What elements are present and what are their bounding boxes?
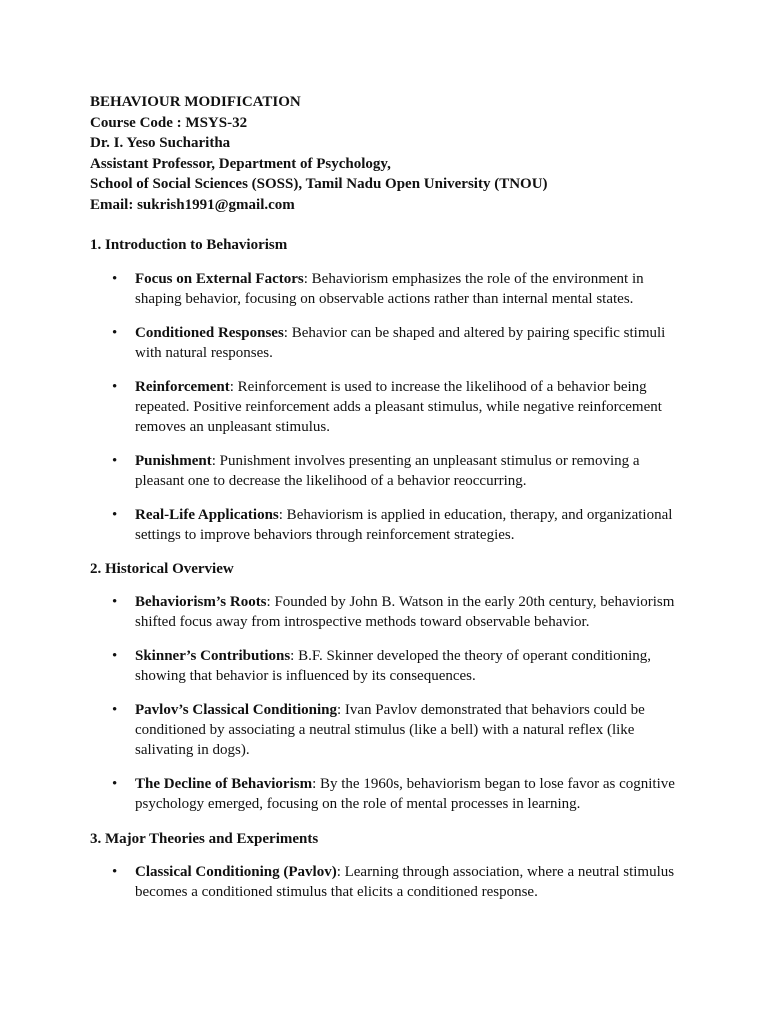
list-item bbox=[90, 592, 690, 632]
list-item bbox=[90, 451, 690, 491]
section-title-introduction: 1. Introduction to Behaviorism bbox=[90, 237, 288, 253]
document-header bbox=[90, 92, 710, 215]
bullet-term: Pavlov’s Classical Conditioning bbox=[135, 702, 337, 718]
bullet-term: Behaviorism’s Roots bbox=[135, 594, 267, 610]
bullet-term: Real-Life Applications bbox=[135, 507, 279, 523]
list-item bbox=[90, 700, 690, 760]
bullet-term: Classical Conditioning (Pavlov) bbox=[135, 864, 337, 880]
list-item bbox=[90, 646, 690, 686]
bullet-term: Focus on External Factors bbox=[135, 271, 304, 287]
section-list-historical-overview bbox=[90, 592, 690, 828]
bullet-text: : Punishment involves presenting an unpleasant stimulus or removing a pleasant one to decrease the likelihood of a behavior reoccurring. bbox=[135, 453, 640, 489]
bullet-term: Reinforcement bbox=[135, 379, 230, 395]
bullet-text: : By the 1960s, behaviorism began to lose favor as cognitive psychology emerged, focusing on the role of mental processes in learning. bbox=[135, 776, 675, 812]
bullet-text: : Founded by John B. Watson in the early 20th century, behaviorism shifted focus away from introspective methods toward observable behavior. bbox=[135, 594, 675, 630]
course-code: Course Code : MSYS-32 bbox=[90, 114, 248, 131]
bullet-text: : Reinforcement is used to increase the likelihood of a behavior being repeated. Positive reinforcement adds a pleasant stimulus, while negative reinforcement removes an unpleasant stimulus. bbox=[135, 379, 662, 435]
author-institution: School of Social Sciences (SOSS), Tamil Nadu Open University (TNOU) bbox=[90, 176, 548, 192]
section-list-introduction bbox=[90, 269, 690, 559]
bullet-term: Skinner’s Contributions bbox=[135, 648, 291, 664]
list-item bbox=[90, 323, 690, 363]
bullet-text: : Behaviorism emphasizes the role of the environment in shaping behavior, focusing on observable actions rather than internal mental states. bbox=[135, 271, 644, 307]
author-position: Assistant Professor, Department of Psychology, bbox=[90, 155, 391, 172]
list-item bbox=[90, 505, 690, 545]
section-title-historical-overview: 2. Historical Overview bbox=[90, 561, 234, 577]
author-email: Email: sukrish1991@gmail.com bbox=[90, 196, 295, 213]
bullet-text: : Learning through association, where a neutral stimulus becomes a conditioned stimulus that elicits a conditioned response. bbox=[135, 864, 675, 900]
bullet-term: The Decline of Behaviorism bbox=[135, 776, 313, 792]
list-item bbox=[90, 377, 690, 437]
bullet-text: : Behavior can be shaped and altered by pairing specific stimuli with natural responses. bbox=[135, 325, 666, 361]
section-title-major-theories: 3. Major Theories and Experiments bbox=[90, 831, 319, 847]
section-list-major-theories bbox=[90, 862, 690, 916]
author-name: Dr. I. Yeso Sucharitha bbox=[90, 135, 231, 151]
bullet-text: : Behaviorism is applied in education, therapy, and organizational settings to improve behaviors through reinforcement strategies. bbox=[135, 507, 673, 543]
course-title: BEHAVIOUR MODIFICATION bbox=[90, 94, 301, 110]
list-item bbox=[90, 774, 690, 814]
bullet-term: Punishment bbox=[135, 453, 212, 469]
list-item bbox=[90, 862, 690, 902]
bullet-term: Conditioned Responses bbox=[135, 325, 284, 341]
bullet-text: : B.F. Skinner developed the theory of operant conditioning, showing that behavior is influenced by its consequences. bbox=[135, 648, 651, 684]
list-item bbox=[90, 269, 690, 309]
bullet-text: : Ivan Pavlov demonstrated that behaviors could be conditioned by associating a neutral stimulus (like a bell) with a natural reflex (like salivating in dogs). bbox=[135, 702, 645, 758]
